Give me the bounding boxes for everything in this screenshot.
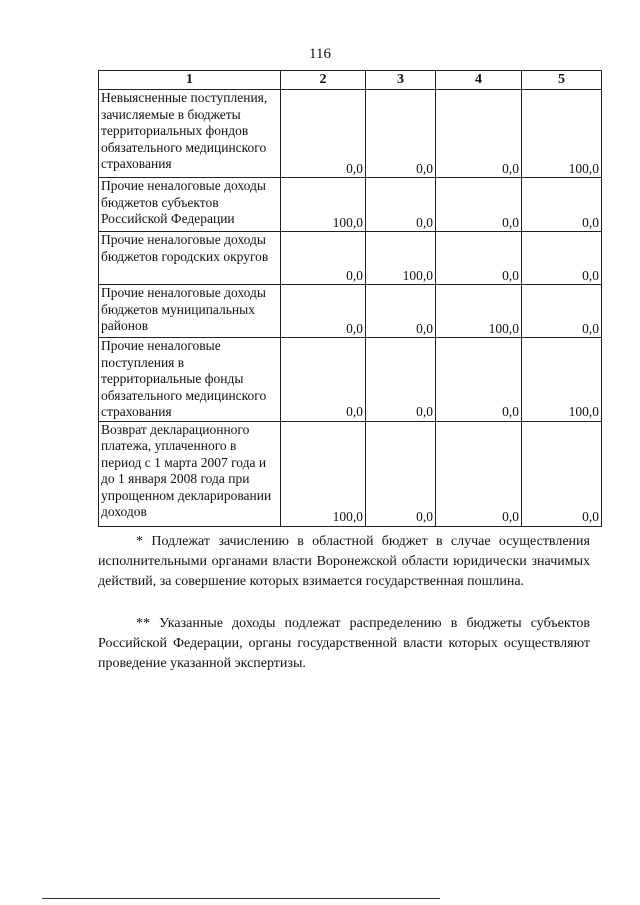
row-value: 100,0 (366, 232, 436, 285)
row-value: 0,0 (366, 285, 436, 338)
table-row (99, 285, 602, 338)
row-value: 100,0 (281, 421, 366, 526)
table-row (99, 338, 602, 422)
row-value: 0,0 (436, 90, 522, 178)
row-value: 100,0 (522, 90, 602, 178)
page-number: 116 (309, 46, 331, 62)
row-value: 0,0 (436, 421, 522, 526)
row-value: 0,0 (522, 232, 602, 285)
column-header-2: 2 (281, 71, 366, 90)
row-value: 100,0 (281, 178, 366, 232)
footnote-expertise-income: ** Указанные доходы подлежат распределению в бюджеты субъектов Российской Федерации, органы государственной власти которых осуществляют проведение указанной экспертизы. (98, 616, 590, 671)
row-label: Возврат декларационного платежа, уплаченного в период с 1 марта 2007 года и до 1 января 2008 года при упрощенном декларировании доходов (99, 421, 281, 526)
row-value: 0,0 (436, 232, 522, 285)
row-value: 0,0 (281, 285, 366, 338)
table-row (99, 421, 602, 526)
column-header-3: 3 (366, 71, 436, 90)
row-value: 0,0 (366, 338, 436, 422)
column-header-4: 4 (436, 71, 522, 90)
row-value: 0,0 (281, 338, 366, 422)
table-header-row (99, 71, 602, 90)
row-value: 100,0 (522, 338, 602, 422)
table-row (99, 232, 602, 285)
row-value: 0,0 (366, 178, 436, 232)
row-label: Прочие неналоговые доходы бюджетов муниципальных районов (99, 285, 281, 338)
row-value: 0,0 (366, 90, 436, 178)
row-value: 0,0 (436, 338, 522, 422)
row-value: 0,0 (522, 285, 602, 338)
row-value: 0,0 (522, 178, 602, 232)
row-value: 0,0 (522, 421, 602, 526)
row-label: Прочие неналоговые поступления в территориальные фонды обязательного медицинского страхования (99, 338, 281, 422)
footnote-state-duty: * Подлежат зачислению в областной бюджет в случае осуществления исполнительными органами власти Воронежской области юридически значимых действий, за совершение которых взимается государственная пошлина. (98, 534, 590, 589)
row-label: Прочие неналоговые доходы бюджетов городских округов (99, 232, 281, 285)
row-value: 0,0 (281, 232, 366, 285)
table-row (99, 90, 602, 178)
row-value: 0,0 (281, 90, 366, 178)
budget-distribution-table (98, 70, 602, 527)
row-value: 100,0 (436, 285, 522, 338)
column-header-5: 5 (522, 71, 602, 90)
column-header-1: 1 (99, 71, 281, 90)
page-bottom-rule (42, 898, 440, 899)
table-row (99, 178, 602, 232)
row-value: 0,0 (366, 421, 436, 526)
row-label: Невыясненные поступления, зачисляемые в бюджеты территориальных фондов обязательного медицинского страхования (99, 90, 281, 178)
row-value: 0,0 (436, 178, 522, 232)
row-label: Прочие неналоговые доходы бюджетов субъектов Российской Федерации (99, 178, 281, 232)
